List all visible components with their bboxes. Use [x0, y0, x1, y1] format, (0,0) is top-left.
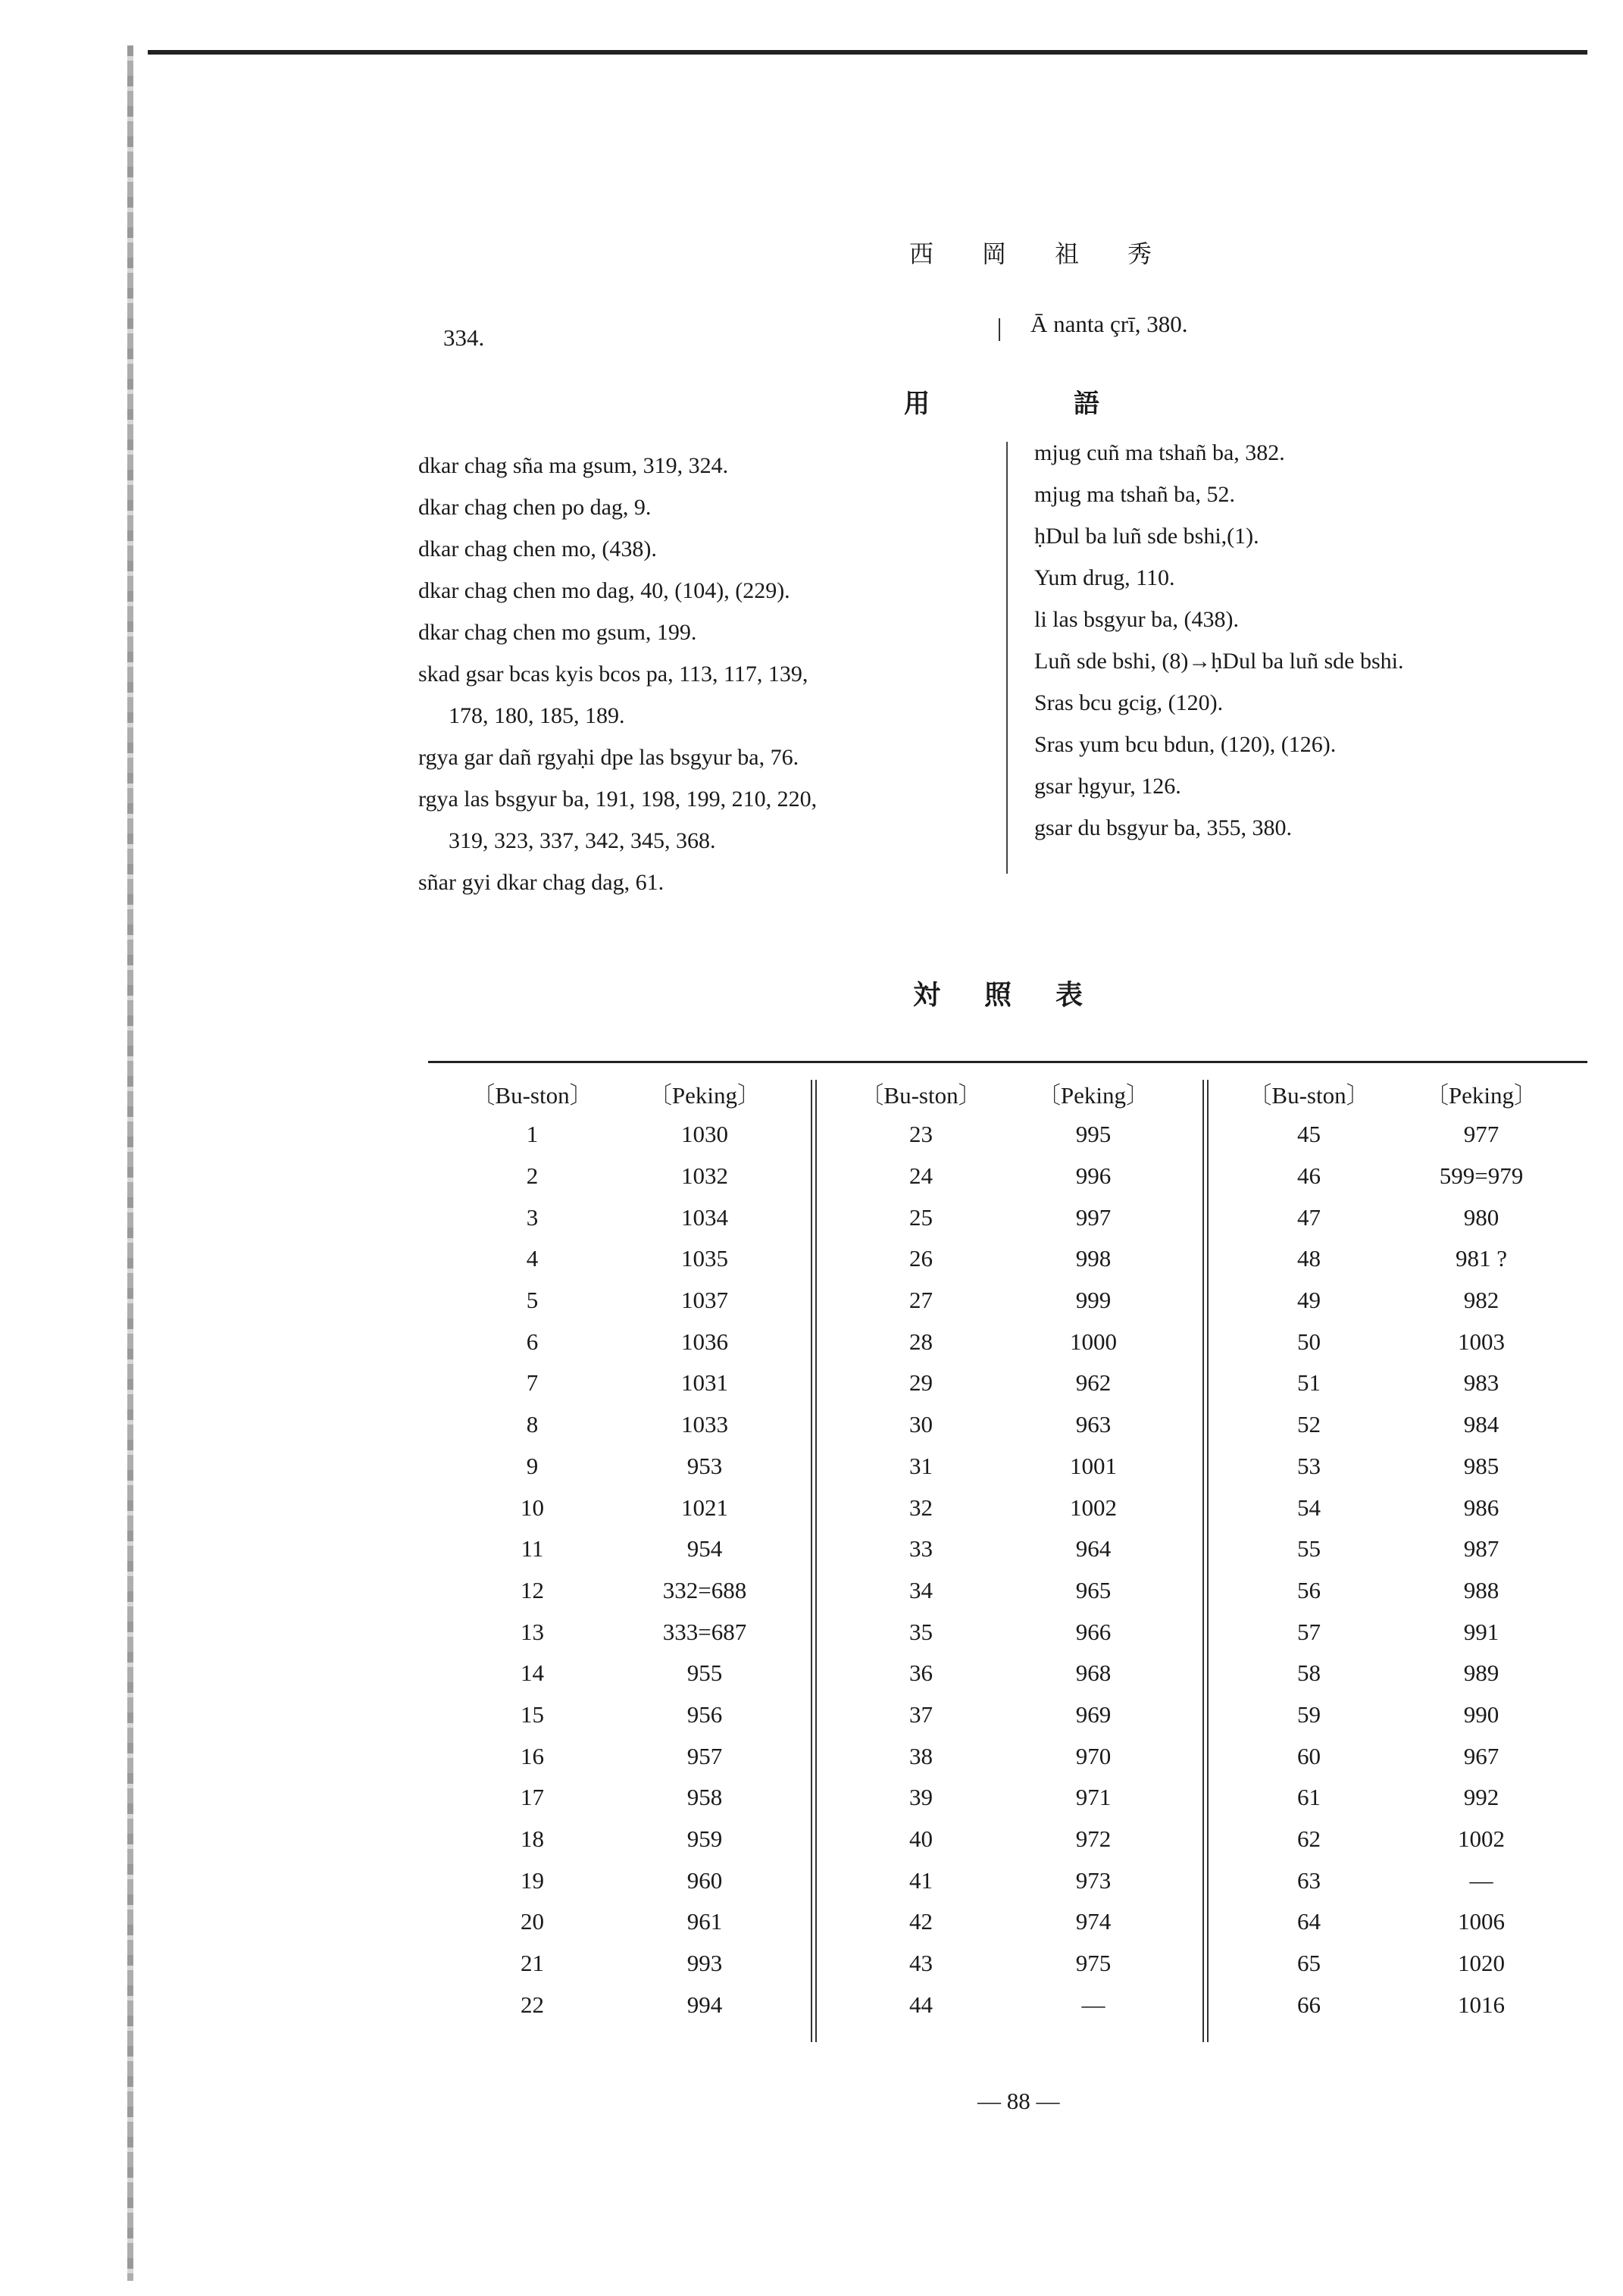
peking-number: 954	[686, 1535, 723, 1562]
header-peking: 〔Peking〕	[648, 1082, 761, 1109]
peking-number: 1033	[681, 1411, 728, 1438]
terms-left-column	[418, 445, 979, 903]
table-row	[1227, 1114, 1572, 1156]
buston-number: 31	[909, 1452, 933, 1479]
table-row	[451, 1570, 796, 1612]
term-entry-continued: 178, 180, 185, 189.	[449, 703, 625, 728]
term-entry: dkar chag chen mo dag, 40, (104), (229).	[418, 578, 790, 603]
buston-number: 6	[526, 1328, 539, 1355]
header-peking: 〔Peking〕	[1037, 1082, 1150, 1109]
peking-number: 1003	[1458, 1328, 1505, 1355]
table-row	[451, 1860, 796, 1901]
table-row	[1227, 1321, 1572, 1362]
buston-number: 41	[909, 1866, 933, 1894]
buston-number: 1	[526, 1121, 539, 1148]
table-row	[1227, 1487, 1572, 1528]
peking-number: 1006	[1458, 1908, 1505, 1935]
top-rule	[148, 50, 1587, 55]
table-row	[1227, 1860, 1572, 1901]
peking-number: 1021	[681, 1494, 728, 1521]
concordance-group-2	[840, 1072, 1184, 2025]
term-entry: dkar chag chen mo gsum, 199.	[418, 620, 697, 645]
buston-number: 66	[1297, 1991, 1321, 2018]
table-row	[1227, 1653, 1572, 1694]
table-double-rule	[811, 1080, 817, 2042]
table-row	[451, 1446, 796, 1487]
table-row	[1227, 1570, 1572, 1612]
table-row	[840, 1984, 1184, 2025]
binding-edge	[127, 45, 133, 2281]
peking-number: 333=687	[662, 1618, 747, 1645]
table-row	[451, 1528, 796, 1570]
peking-number: 955	[686, 1659, 723, 1687]
table-row	[451, 1404, 796, 1446]
buston-number: 23	[909, 1121, 933, 1148]
buston-number: 27	[909, 1287, 933, 1314]
peking-number: 953	[686, 1452, 723, 1479]
table-row	[451, 1611, 796, 1653]
continued-entry-right: Ā nanta çrī, 380.	[1030, 311, 1188, 337]
peking-number: 1036	[681, 1328, 728, 1355]
peking-number: 971	[1075, 1784, 1112, 1811]
peking-number: 969	[1075, 1700, 1112, 1728]
page-number: — 88 —	[977, 2088, 1060, 2114]
term-entry: li las bsgyur ba, (438).	[1034, 607, 1239, 632]
peking-number: 1020	[1458, 1950, 1505, 1977]
table-row	[840, 1653, 1184, 1694]
buston-number: 14	[521, 1659, 544, 1687]
term-entry: Sras yum bcu bdun, (120), (126).	[1034, 732, 1337, 757]
table-header	[1227, 1072, 1572, 1114]
concordance-group-3	[1227, 1072, 1572, 2025]
buston-number: 44	[909, 1991, 933, 2018]
buston-number: 35	[909, 1618, 933, 1645]
peking-number: 958	[686, 1784, 723, 1811]
buston-number: 15	[521, 1700, 544, 1728]
term-entry: rgya las bsgyur ba, 191, 198, 199, 210, 220,	[418, 787, 818, 812]
table-row	[451, 1156, 796, 1197]
buston-number: 30	[909, 1411, 933, 1438]
peking-number: 964	[1075, 1535, 1112, 1562]
peking-number: 968	[1075, 1659, 1112, 1687]
table-row	[1227, 1156, 1572, 1197]
peking-number: 967	[1463, 1742, 1499, 1769]
table-header	[451, 1072, 796, 1114]
table-row	[840, 1487, 1184, 1528]
buston-number: 18	[521, 1825, 544, 1853]
peking-number: 992	[1463, 1784, 1499, 1811]
peking-number: 1035	[681, 1245, 728, 1272]
table-row	[451, 1735, 796, 1777]
table-row	[451, 1984, 796, 2025]
terms-title-left: 用	[904, 390, 930, 418]
table-row	[1227, 1528, 1572, 1570]
buston-number: 22	[521, 1991, 544, 2018]
peking-number: 972	[1075, 1825, 1112, 1853]
peking-number: 998	[1075, 1245, 1112, 1272]
term-entry: Luñ sde bshi, (8)→ḥDul ba luñ sde bshi.	[1034, 649, 1404, 674]
continued-entry-left: 334.	[443, 324, 485, 351]
header-buston: 〔Bu-ston〕	[860, 1082, 982, 1109]
buston-number: 64	[1297, 1908, 1321, 1935]
buston-number: 63	[1297, 1866, 1321, 1894]
table-row	[840, 1611, 1184, 1653]
peking-number: 1031	[681, 1369, 728, 1397]
peking-number: 993	[686, 1950, 723, 1977]
peking-number: 599=979	[1439, 1162, 1524, 1190]
buston-number: 51	[1297, 1369, 1321, 1397]
buston-number: 53	[1297, 1452, 1321, 1479]
peking-number: 956	[686, 1700, 723, 1728]
table-row	[1227, 1694, 1572, 1736]
buston-number: 57	[1297, 1618, 1321, 1645]
terms-title-right: 語	[1074, 390, 1099, 418]
buston-number: 8	[526, 1411, 539, 1438]
peking-number: —	[1469, 1866, 1493, 1894]
buston-number: 20	[521, 1908, 544, 1935]
peking-number: 990	[1463, 1700, 1499, 1728]
peking-number: 987	[1463, 1535, 1499, 1562]
buston-number: 36	[909, 1659, 933, 1687]
buston-number: 7	[526, 1369, 539, 1397]
buston-number: 4	[526, 1245, 539, 1272]
buston-number: 17	[521, 1784, 544, 1811]
term-entry: Yum drug, 110.	[1034, 565, 1175, 590]
buston-number: 39	[909, 1784, 933, 1811]
buston-number: 11	[521, 1535, 544, 1562]
table-row	[840, 1238, 1184, 1280]
peking-number: 1037	[681, 1287, 728, 1314]
table-row	[840, 1777, 1184, 1819]
term-entry: gsar du bsgyur ba, 355, 380.	[1034, 815, 1292, 840]
table-row	[840, 1321, 1184, 1362]
buston-number: 16	[521, 1742, 544, 1769]
peking-number: 332=688	[662, 1576, 747, 1603]
peking-number: 1016	[1458, 1991, 1505, 2018]
buston-number: 59	[1297, 1700, 1321, 1728]
table-row	[1227, 1446, 1572, 1487]
peking-number: 981 ?	[1455, 1245, 1507, 1272]
buston-number: 24	[909, 1162, 933, 1190]
table-row	[451, 1901, 796, 1943]
table-row	[840, 1114, 1184, 1156]
buston-number: 62	[1297, 1825, 1321, 1853]
buston-number: 42	[909, 1908, 933, 1935]
table-row	[1227, 1238, 1572, 1280]
buston-number: 45	[1297, 1121, 1321, 1148]
buston-number: 33	[909, 1535, 933, 1562]
peking-number: 983	[1463, 1369, 1499, 1397]
term-entry: mjug cuñ ma tshañ ba, 382.	[1034, 440, 1285, 465]
peking-number: 1030	[681, 1121, 728, 1148]
buston-number: 9	[526, 1452, 539, 1479]
buston-number: 50	[1297, 1328, 1321, 1355]
peking-number: 974	[1075, 1908, 1112, 1935]
table-row	[840, 1156, 1184, 1197]
header-buston: 〔Bu-ston〕	[1248, 1082, 1370, 1109]
term-entry: dkar chag chen mo, (438).	[418, 536, 657, 561]
table-row	[451, 1321, 796, 1362]
peking-number: 966	[1075, 1618, 1112, 1645]
term-entry: sñar gyi dkar chag dag, 61.	[418, 870, 665, 895]
peking-number: 970	[1075, 1742, 1112, 1769]
table-row	[840, 1570, 1184, 1612]
buston-number: 28	[909, 1328, 933, 1355]
term-entry-continued: 319, 323, 337, 342, 345, 368.	[449, 828, 716, 853]
buston-number: 32	[909, 1494, 933, 1521]
term-entry: gsar ḥgyur, 126.	[1034, 774, 1181, 799]
peking-number: 960	[686, 1866, 723, 1894]
table-row	[1227, 1943, 1572, 1985]
buston-number: 37	[909, 1700, 933, 1728]
terms-right-column	[1034, 432, 1580, 849]
peking-number: 977	[1463, 1121, 1499, 1148]
buston-number: 26	[909, 1245, 933, 1272]
term-entry: skad gsar bcas kyis bcos pa, 113, 117, 139,	[418, 662, 808, 687]
table-row	[1227, 1901, 1572, 1943]
peking-number: 1002	[1070, 1494, 1117, 1521]
peking-number: 1001	[1070, 1452, 1117, 1479]
table-top-rule	[428, 1061, 1587, 1063]
peking-number: 999	[1075, 1287, 1112, 1314]
buston-number: 65	[1297, 1950, 1321, 1977]
table-row	[840, 1735, 1184, 1777]
table-row	[451, 1196, 796, 1238]
peking-number: 962	[1075, 1369, 1112, 1397]
peking-number: 988	[1463, 1576, 1499, 1603]
term-entry: mjug ma tshañ ba, 52.	[1034, 482, 1235, 507]
table-row	[451, 1819, 796, 1860]
table-row	[840, 1404, 1184, 1446]
peking-number: 985	[1463, 1452, 1499, 1479]
table-row	[840, 1694, 1184, 1736]
buston-number: 10	[521, 1494, 544, 1521]
peking-number: —	[1081, 1991, 1105, 2018]
buston-number: 47	[1297, 1203, 1321, 1231]
buston-number: 34	[909, 1576, 933, 1603]
table-row	[451, 1280, 796, 1322]
buston-number: 13	[521, 1618, 544, 1645]
peking-number: 961	[686, 1908, 723, 1935]
buston-number: 52	[1297, 1411, 1321, 1438]
table-row	[1227, 1735, 1572, 1777]
buston-number: 38	[909, 1742, 933, 1769]
peking-number: 982	[1463, 1287, 1499, 1314]
table-row	[1227, 1280, 1572, 1322]
table-row	[451, 1362, 796, 1404]
table-row	[1227, 1984, 1572, 2025]
table-row	[840, 1362, 1184, 1404]
peking-number: 957	[686, 1742, 723, 1769]
table-row	[1227, 1819, 1572, 1860]
buston-number: 58	[1297, 1659, 1321, 1687]
table-row	[1227, 1777, 1572, 1819]
buston-number: 61	[1297, 1784, 1321, 1811]
table-row	[1227, 1362, 1572, 1404]
buston-number: 49	[1297, 1287, 1321, 1314]
buston-number: 25	[909, 1203, 933, 1231]
table-row	[840, 1819, 1184, 1860]
table-row	[1227, 1404, 1572, 1446]
peking-number: 963	[1075, 1411, 1112, 1438]
terms-column-divider	[1006, 442, 1008, 874]
table-row	[1227, 1196, 1572, 1238]
table-row	[840, 1196, 1184, 1238]
buston-number: 48	[1297, 1245, 1321, 1272]
buston-number: 55	[1297, 1535, 1321, 1562]
peking-number: 1032	[681, 1162, 728, 1190]
table-row	[451, 1943, 796, 1985]
running-head: 西 岡 祖 秀	[909, 240, 1174, 267]
table-row	[451, 1114, 796, 1156]
table-double-rule	[1202, 1080, 1209, 2042]
concordance-table-title: 対照表	[913, 980, 1127, 1010]
peking-number: 975	[1075, 1950, 1112, 1977]
buston-number: 3	[526, 1203, 539, 1231]
table-row	[451, 1694, 796, 1736]
term-entry: rgya gar dañ rgyaḥi dpe las bsgyur ba, 76.	[418, 745, 799, 770]
peking-number: 986	[1463, 1494, 1499, 1521]
table-row	[840, 1943, 1184, 1985]
term-entry: dkar chag sña ma gsum, 319, 324.	[418, 453, 729, 478]
peking-number: 965	[1075, 1576, 1112, 1603]
buston-number: 43	[909, 1950, 933, 1977]
term-entry: dkar chag chen po dag, 9.	[418, 495, 652, 520]
peking-number: 980	[1463, 1203, 1499, 1231]
table-row	[451, 1238, 796, 1280]
peking-number: 984	[1463, 1411, 1499, 1438]
table-row	[840, 1901, 1184, 1943]
table-row	[840, 1280, 1184, 1322]
buston-number: 60	[1297, 1742, 1321, 1769]
buston-number: 5	[526, 1287, 539, 1314]
term-entry: Sras bcu gcig, (120).	[1034, 690, 1224, 715]
table-row	[451, 1653, 796, 1694]
concordance-group-1	[451, 1072, 796, 2025]
table-row	[840, 1860, 1184, 1901]
peking-number: 1000	[1070, 1328, 1117, 1355]
peking-number: 996	[1075, 1162, 1112, 1190]
table-row	[451, 1487, 796, 1528]
buston-number: 56	[1297, 1576, 1321, 1603]
header-buston: 〔Bu-ston〕	[471, 1082, 593, 1109]
buston-number: 21	[521, 1950, 544, 1977]
peking-number: 1002	[1458, 1825, 1505, 1853]
column-divider-top	[999, 318, 1000, 341]
buston-number: 2	[526, 1162, 539, 1190]
peking-number: 994	[686, 1991, 723, 2018]
peking-number: 959	[686, 1825, 723, 1853]
table-row	[451, 1777, 796, 1819]
peking-number: 973	[1075, 1866, 1112, 1894]
buston-number: 29	[909, 1369, 933, 1397]
table-row	[840, 1446, 1184, 1487]
peking-number: 997	[1075, 1203, 1112, 1231]
term-entry: ḥDul ba luñ sde bshi,(1).	[1034, 524, 1259, 549]
table-row	[840, 1528, 1184, 1570]
peking-number: 1034	[681, 1203, 728, 1231]
header-peking: 〔Peking〕	[1424, 1082, 1538, 1109]
buston-number: 12	[521, 1576, 544, 1603]
peking-number: 989	[1463, 1659, 1499, 1687]
buston-number: 46	[1297, 1162, 1321, 1190]
buston-number: 19	[521, 1866, 544, 1894]
table-header	[840, 1072, 1184, 1114]
table-row	[1227, 1611, 1572, 1653]
buston-number: 54	[1297, 1494, 1321, 1521]
peking-number: 991	[1463, 1618, 1499, 1645]
peking-number: 995	[1075, 1121, 1112, 1148]
buston-number: 40	[909, 1825, 933, 1853]
